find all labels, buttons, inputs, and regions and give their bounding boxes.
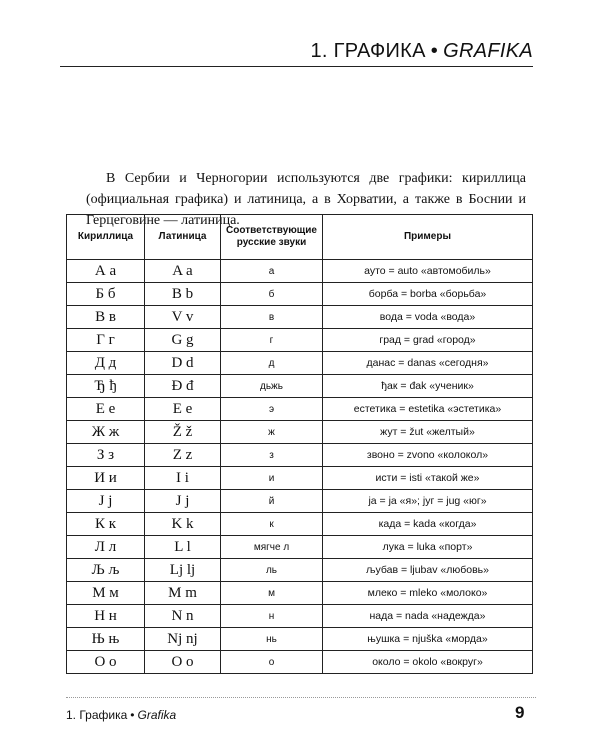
page-footer xyxy=(66,708,176,722)
header-cyrillic: Кириллица xyxy=(67,215,145,260)
page-number: 9 xyxy=(515,703,525,722)
cyrillic-cell: Ј ј xyxy=(67,490,145,513)
table-row xyxy=(67,536,533,559)
example-cell: жут = žut «желтый» xyxy=(323,421,533,444)
example-cell: нада = nada «надежда» xyxy=(323,605,533,628)
table-row xyxy=(67,444,533,467)
latin-cell: E e xyxy=(145,398,221,421)
footer-title: 1. Графика xyxy=(66,708,128,722)
sound-cell: з xyxy=(221,444,323,467)
table-row xyxy=(67,559,533,582)
latin-cell: B b xyxy=(145,283,221,306)
alphabet-table xyxy=(66,214,533,674)
example-cell: млеко = mleko «молоко» xyxy=(323,582,533,605)
sound-cell: м xyxy=(221,582,323,605)
sound-cell: и xyxy=(221,467,323,490)
sound-cell: а xyxy=(221,260,323,283)
latin-cell: J j xyxy=(145,490,221,513)
header-latin: Латиница xyxy=(145,215,221,260)
example-cell: борба = borba «борьба» xyxy=(323,283,533,306)
cyrillic-cell: Б б xyxy=(67,283,145,306)
footer-divider xyxy=(66,697,536,698)
header-sounds: Соответствующие русские звуки xyxy=(221,215,323,260)
cyrillic-cell: Д д xyxy=(67,352,145,375)
example-cell: њушка = njuška «морда» xyxy=(323,628,533,651)
intro-paragraph: В Сербии и Черногории используются две графики: кириллица (официальная графика) и латиница, а в Хорватии, а также в Боснии и Герцеговине — латиница. xyxy=(86,171,526,228)
table-row xyxy=(67,398,533,421)
latin-cell: K k xyxy=(145,513,221,536)
cyrillic-cell: Љ љ xyxy=(67,559,145,582)
table-row xyxy=(67,283,533,306)
cyrillic-cell: Е е xyxy=(67,398,145,421)
table-row xyxy=(67,260,533,283)
example-cell: лука = luka «порт» xyxy=(323,536,533,559)
sound-cell: й xyxy=(221,490,323,513)
sound-cell: э xyxy=(221,398,323,421)
table-row xyxy=(67,352,533,375)
header-title: 1. ГРАФИКА xyxy=(310,40,426,62)
example-cell: љубав = ljubav «любовь» xyxy=(323,559,533,582)
cyrillic-cell: Г г xyxy=(67,329,145,352)
latin-cell: N n xyxy=(145,605,221,628)
example-cell: вода = voda «вода» xyxy=(323,306,533,329)
latin-cell: O o xyxy=(145,651,221,674)
footer-latin-title: Grafika xyxy=(137,708,177,722)
latin-cell: G g xyxy=(145,329,221,352)
sound-cell: в xyxy=(221,306,323,329)
example-cell: около = okolo «вокруг» xyxy=(323,651,533,674)
latin-cell: I i xyxy=(145,467,221,490)
table-row xyxy=(67,651,533,674)
sound-cell: ж xyxy=(221,421,323,444)
cyrillic-cell: А а xyxy=(67,260,145,283)
cyrillic-cell: Н н xyxy=(67,605,145,628)
sound-cell: ль xyxy=(221,559,323,582)
example-cell: ауто = auto «автомобиль» xyxy=(323,260,533,283)
example-cell: звоно = zvono «колокол» xyxy=(323,444,533,467)
example-cell: ђак = đak «ученик» xyxy=(323,375,533,398)
table-row xyxy=(67,628,533,651)
sound-cell: дьжь xyxy=(221,375,323,398)
sound-cell: д xyxy=(221,352,323,375)
cyrillic-cell: Ж ж xyxy=(67,421,145,444)
header-examples: Примеры xyxy=(323,215,533,260)
example-cell: када = kada «когда» xyxy=(323,513,533,536)
table-row xyxy=(67,513,533,536)
example-cell: ја = ja «я»; југ = jug «юг» xyxy=(323,490,533,513)
latin-cell: L l xyxy=(145,536,221,559)
example-cell: естетика = estetika «эстетика» xyxy=(323,398,533,421)
table-row xyxy=(67,582,533,605)
table-row xyxy=(67,306,533,329)
sound-cell: г xyxy=(221,329,323,352)
cyrillic-cell: З з xyxy=(67,444,145,467)
table-row xyxy=(67,375,533,398)
table-row xyxy=(67,421,533,444)
table-row xyxy=(67,467,533,490)
cyrillic-cell: М м xyxy=(67,582,145,605)
footer-separator: • xyxy=(130,708,135,722)
sound-cell: б xyxy=(221,283,323,306)
header-separator: • xyxy=(430,40,439,62)
sound-cell: нь xyxy=(221,628,323,651)
cyrillic-cell: К к xyxy=(67,513,145,536)
example-cell: град = grad «город» xyxy=(323,329,533,352)
cyrillic-cell: Л л xyxy=(67,536,145,559)
sound-cell: к xyxy=(221,513,323,536)
sound-cell: о xyxy=(221,651,323,674)
cyrillic-cell: О о xyxy=(67,651,145,674)
cyrillic-cell: И и xyxy=(67,467,145,490)
example-cell: данас = danas «сегодня» xyxy=(323,352,533,375)
page-header xyxy=(60,40,533,67)
latin-cell: Lj lj xyxy=(145,559,221,582)
table-row xyxy=(67,490,533,513)
cyrillic-cell: Њ њ xyxy=(67,628,145,651)
table-body xyxy=(67,260,533,674)
sound-cell: мягче л xyxy=(221,536,323,559)
table-row xyxy=(67,605,533,628)
table-row xyxy=(67,329,533,352)
latin-cell: Ž ž xyxy=(145,421,221,444)
latin-cell: Z z xyxy=(145,444,221,467)
latin-cell: Đ đ xyxy=(145,375,221,398)
latin-cell: Nj nj xyxy=(145,628,221,651)
latin-cell: V v xyxy=(145,306,221,329)
latin-cell: M m xyxy=(145,582,221,605)
sound-cell: н xyxy=(221,605,323,628)
latin-cell: D d xyxy=(145,352,221,375)
header-latin-title: GRAFIKA xyxy=(443,40,533,62)
cyrillic-cell: Ђ ђ xyxy=(67,375,145,398)
latin-cell: A a xyxy=(145,260,221,283)
table-header-row xyxy=(67,215,533,260)
example-cell: исти = isti «такой же» xyxy=(323,467,533,490)
cyrillic-cell: В в xyxy=(67,306,145,329)
